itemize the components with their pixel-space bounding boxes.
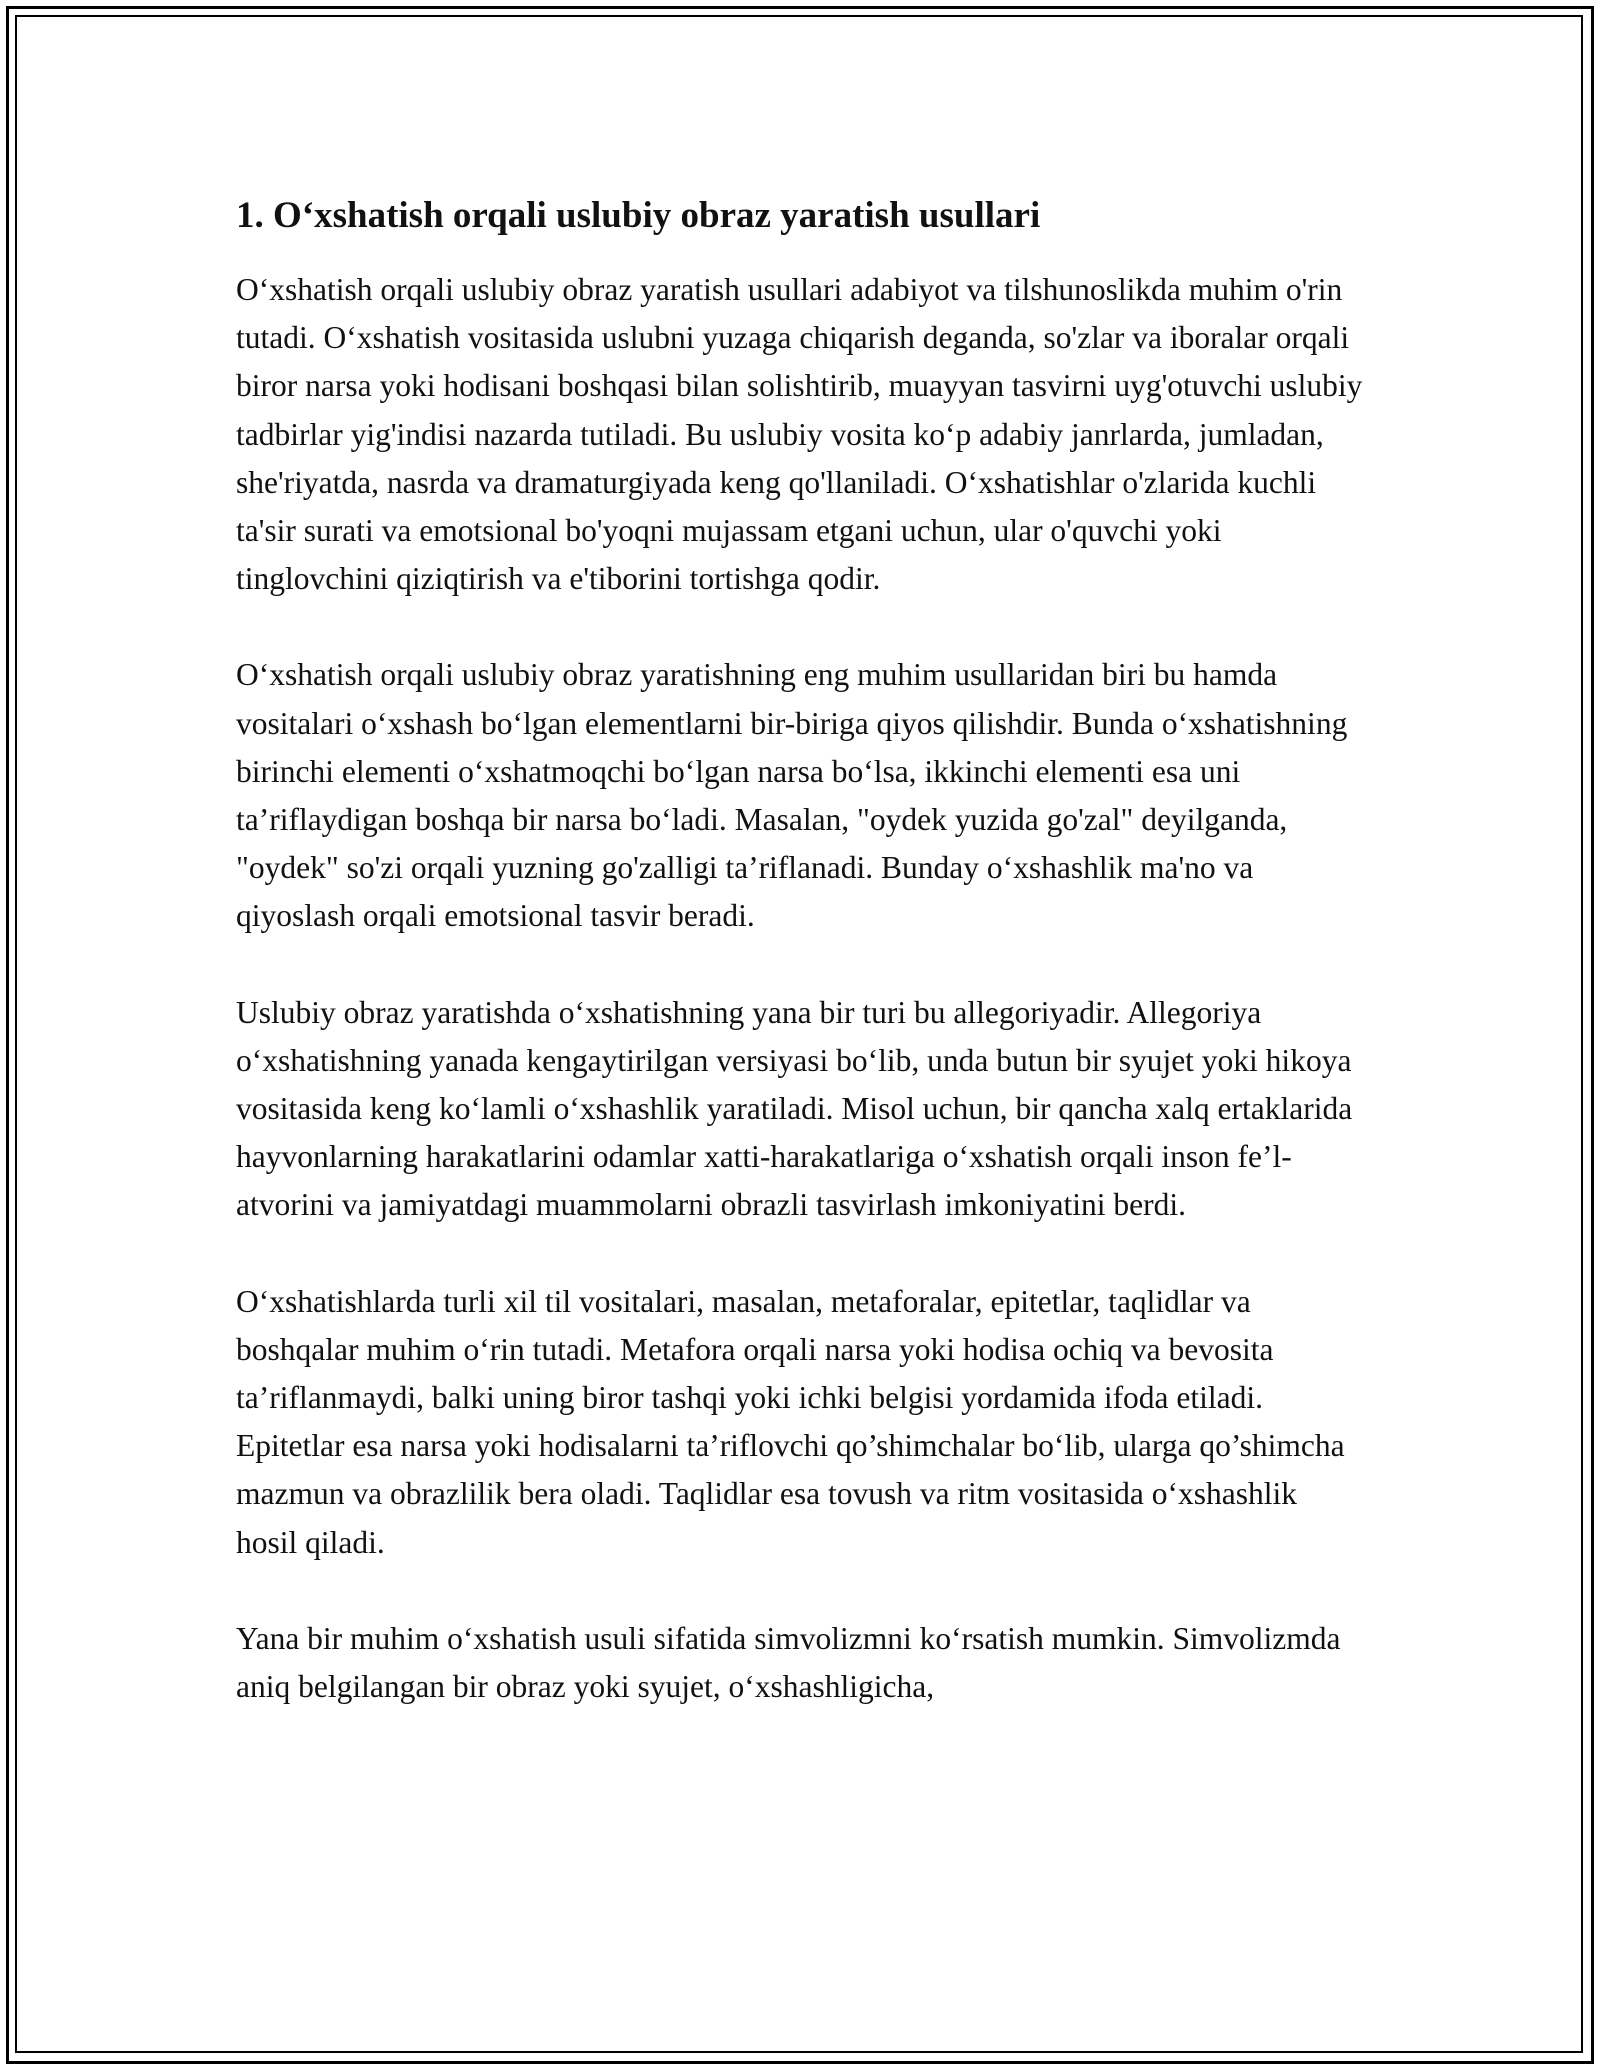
paragraph-5: Yana bir muhim o‘xshatish usuli sifatida simvolizmni ko‘rsatish mumkin. Simvolizmda aniq belgilangan bir obraz yoki syujet, o‘xshashligicha, <box>236 1620 1341 1705</box>
document-body <box>236 186 1366 1759</box>
paragraph-3: Uslubiy obraz yaratishda o‘xshatishning yana bir turi bu allegoriyadir. Allegoriya o‘xshatishning yanada kengaytirilgan versiyasi bo‘lib, unda butun bir syujet yoki hikoya vositasida keng ko‘lamli o‘xshashlik yaratiladi. Misol uchun, bir qancha xalq ertaklarida hayvonlarning harakatlarini odamlar xatti-harakatlariga o‘xshatish orqali inson fe’l-atvorini va jamiyatdagi muammolarni obrazli tasvirlash imkoniyatini berdi. <box>236 994 1353 1223</box>
paragraph-2: O‘xshatish orqali uslubiy obraz yaratishning eng muhim usullaridan biri bu hamda vositalari o‘xshash bo‘lgan elementlarni bir-biriga qiyos qilishdir. Bunda o‘xshatishning birinchi elementi o‘xshatmoqchi bo‘lgan narsa bo‘lsa, ikkinchi elementi esa uni ta’riflaydigan boshqa bir narsa bo‘ladi. Masalan, "oydek yuzida go'zal" deyilganda, "oydek" so'zi orqali yuzning go'zalligi ta’riflanadi. Bunday o‘xshashlik ma'no va qiyoslash orqali emotsional tasvir beradi. <box>236 657 1348 934</box>
paragraph-4: O‘xshatishlarda turli xil til vositalari, masalan, metaforalar, epitetlar, taqlidlar va boshqalar muhim o‘rin tutadi. Metafora orqali narsa yoki hodisa ochiq va bevosita ta’riflanmaydi, balki uning biror tashqi yoki ichki belgisi yordamida ifoda etiladi. Epitetlar esa narsa yoki hodisalarni ta’riflovchi qo’shimchalar bo‘lib, ularga qo’shimcha mazmun va obrazlilik bera oladi. Taqlidlar esa tovush va ritm vositasida o‘xshashlik hosil qiladi. <box>236 1283 1345 1560</box>
section-heading: 1. O‘xshatish orqali uslubiy obraz yaratish usullari <box>236 195 1041 236</box>
paragraph-1: O‘xshatish orqali uslubiy obraz yaratish usullari adabiyot va tilshunoslikda muhim o'rin tutadi. O‘xshatish vositasida uslubni yuzaga chiqarish deganda, so'zlar va iboralar orqali biror narsa yoki hodisani boshqasi bilan solishtirib, muayyan tasvirni uyg'otuvchi uslubiy tadbirlar yig'indisi nazarda tutiladi. Bu uslubiy vosita ko‘p adabiy janrlarda, jumladan, she'riyatda, nasrda va dramaturgiyada keng qo'llaniladi. O‘xshatishlar o'zlarida kuchli ta'sir surati va emotsional bo'yoqni mujassam etgani uchun, ular o'quvchi yoki tinglovchini qiziqtirish va e'tiborini tortishga qodir. <box>236 272 1363 597</box>
